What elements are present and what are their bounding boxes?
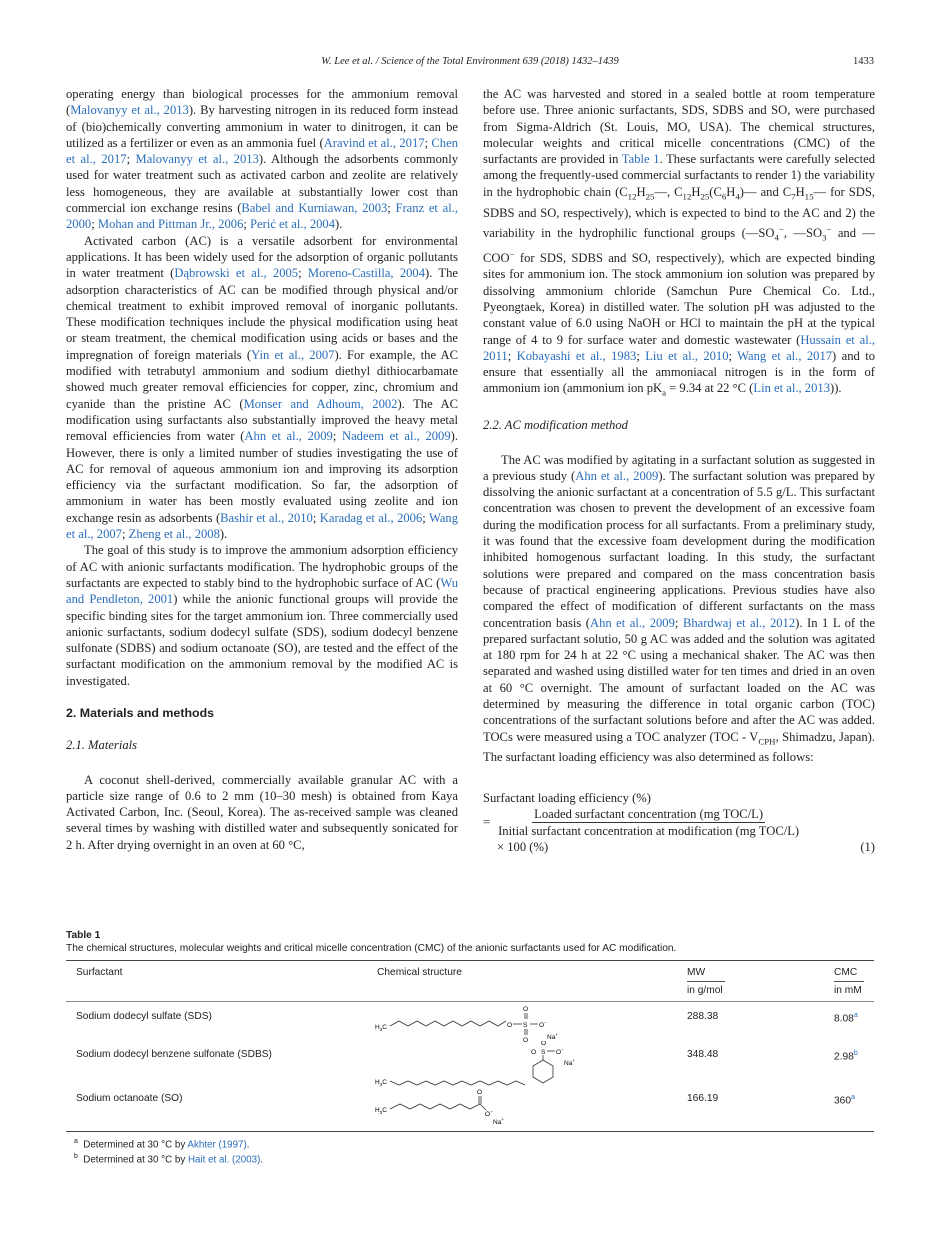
table-footnotes — [66, 1138, 874, 1166]
paragraph: A coconut shell-derived, commercially available granular AC with a particle size range of 0.6 to 2 mm (10–30 mesh) is obtained from Kaya Activated Carbon, Inc. (Seoul, Korea). The as-received sample was cleaned several times by washing with distilled water and subsequently sonicated for 2 h. After drying overnight in an oven at 60 °C, — [66, 772, 458, 852]
section-heading: 2. Materials and methods — [66, 705, 215, 720]
cmc-unit: in mM — [834, 985, 862, 996]
citation-link[interactable]: Ahn et al., 2009 — [575, 468, 659, 483]
citation-link[interactable]: Malovanyy et al., 2013 — [70, 103, 189, 118]
footnote: $^b$ Determined at 30 °C by Hait et al. (2003). — [74, 1153, 264, 1166]
citation-link[interactable]: Malovanyy et al., 2013 — [135, 152, 259, 167]
sodium-label: Na+ — [547, 1032, 558, 1041]
oxygen-label: O — [541, 1041, 547, 1047]
equation-numerator: Loaded surfactant concentration (mg TOC/L) — [534, 806, 764, 821]
mw-unit: in g/mol — [687, 985, 723, 996]
surfactant-name: Sodium octanoate (SO) — [76, 1093, 183, 1104]
citation-link[interactable]: Bhardwaj et al., 2012 — [682, 615, 796, 630]
h3c-label: $H_3C$ — [375, 1107, 387, 1115]
equation-1 — [483, 790, 875, 855]
page-number: 1433 — [853, 56, 874, 67]
mw-value: 348.48 — [687, 1049, 719, 1060]
running-head: W. Lee et al. / Science of the Total Environment 639 (2018) 1432–1439 — [321, 56, 619, 67]
citation-link[interactable]: Monser and Adhoum, 2002 — [243, 396, 398, 411]
table-link[interactable]: Table 1 — [621, 152, 660, 167]
footnote-marker[interactable]: b — [853, 1049, 858, 1057]
oxygen-anion-label: O− — [485, 1109, 493, 1118]
citation-link[interactable]: Franz et al., 2000 — [66, 201, 458, 232]
citation-link[interactable]: Zheng et al., 2008 — [128, 527, 220, 542]
footnote: $^a$ Determined at 30 °C by Akhter (1997). — [74, 1138, 250, 1151]
citation-link[interactable]: Liu et al., 2010 — [645, 348, 729, 363]
equation-number: (1) — [860, 839, 875, 854]
citation-link[interactable]: Dąbrowski et al., 2005 — [174, 266, 299, 281]
cmc-value: 8.08$^a$ — [834, 1011, 858, 1025]
citation-link[interactable]: Babel and Kurniawan, 2003 — [241, 201, 388, 216]
paragraph: The goal of this study is to improve the ammonium adsorption efficiency of AC with anionic surfactants modification. The hydrophobic groups of the surfactants are expected to stably bind to the hydrophobic surface of AC (Wu and Pendleton, 2001) while the anionic functional groups will provide the specific binding sites for the target ammonium ion. Three commercially used anionic surfactants, sodium dodecyl sulfate (SDS), sodium dodecyl benzene sulfonate (SDBS) and sodium octanoate (SO), are tested and the effect of the surfactant modification on the ammonium removal by the modified AC is investigated. — [66, 543, 458, 688]
paragraph: The AC was modified by agitating in a surfactant solution as suggested in a previous study (Ahn et al., 2009). The surfactant solution was prepared by dissolving the anionic surfactant at a concentration of 5.5 g/L. This surfactant concentration was chosen to prevent the development of an excessive foam during the modification process for all surfactants. From a preliminary study, it was found that the excessive foam development during the modification inhibited homogenous surfactant loading. In this study, the surfactant solutions were prepared and compared on the mass concentration basis because of practical engineering applications. Previous studies have also compared the effect of modification of different surfactants on the mass concentration basis (Ahn et al., 2009; Bhardwaj et al., 2012). In 1 L of the prepared surfactant solutio, 50 g AC was added and the solution was agitated at 180 rpm for 24 h at 22 °C using a mechanical shaker. The AC was then separated and washed using distilled water for ten times and dried in an oven at 60 °C overnight. The amount of surfactant loaded on the AC was determined by measuring the difference in total organic carbon (TOC) concentrations of the surfactant solutions before and after the AC was added. TOCs were measured using a TOC analyzer ($TOC - V_{CPH}$, Shimadzu, Japan). The surfactant loading efficiency was also determined as follows: — [483, 452, 876, 765]
citation-link[interactable]: Mohan and Pittman Jr., 2006 — [97, 217, 244, 232]
subsection-heading: 2.1. Materials — [66, 738, 138, 753]
citation-link[interactable]: Ahn et al., 2009 — [589, 615, 675, 630]
citation-link[interactable]: Yin et al., 2007 — [251, 347, 335, 362]
col-header-mw: MW — [687, 967, 706, 978]
col-header-cmc: CMC — [834, 967, 858, 978]
footnote-marker[interactable]: a — [853, 1011, 858, 1019]
h3c-label: $H_3C$ — [375, 1079, 387, 1087]
oxygen-label: O — [523, 1037, 529, 1043]
cmc-value: 2.98$^b$ — [834, 1049, 858, 1063]
right-column — [483, 86, 875, 855]
so-structure — [372, 1085, 572, 1125]
paragraph: operating energy than biological processes for the ammonium removal (Malovanyy et al., 2013). By harvesting nitrogen in its reduced form instead of (bio)chemically converting ammonium in water to dinitrogen, it can be utilized as a fertilizer or even as an ammonia fuel (Aravind et al., 2017; Chen et al., 2017; Malovanyy et al., 2013). Although the adsorbents commonly used for water treatment such as activated carbon and zeolite are relatively less homogeneous, they are available at substantially lower cost than commercial ion exchange resins (Babel and Kurniawan, 2003; Franz et al., 2000; Mohan and Pittman Jr., 2006; Perić et al., 2004). — [66, 87, 459, 232]
citation-link[interactable]: Aravind et al., 2017 — [323, 135, 425, 150]
col-header-structure: Chemical structure — [377, 967, 462, 978]
citation-link[interactable]: Wang et al., 2017 — [737, 348, 833, 363]
citation-link[interactable]: Chen et al., 2017 — [66, 135, 458, 167]
c-o-bond — [480, 1104, 486, 1110]
oxygen-anion-label: O− — [556, 1047, 564, 1056]
header-rule — [66, 1001, 874, 1002]
h3c-label: $H_3C$ — [375, 1024, 387, 1032]
left-column — [66, 86, 458, 853]
sds-structure — [372, 1003, 592, 1043]
table-label: Table 1 — [66, 930, 101, 941]
oxygen-anion-label: O− — [539, 1020, 547, 1029]
citation-link[interactable]: Moreno-Castilla, 2004 — [307, 266, 426, 281]
sodium-label: Na+ — [493, 1117, 504, 1125]
citation-link[interactable]: Hussain et al., 2011 — [483, 332, 875, 363]
citation-link[interactable]: Hait et al. (2003) — [187, 1154, 261, 1166]
sulfur-label: S — [523, 1022, 528, 1029]
citation-link[interactable]: Kobayashi et al., 1983 — [516, 348, 637, 363]
surfactant-name: Sodium dodecyl sulfate (SDS) — [76, 1011, 212, 1022]
citation-link[interactable]: Bashir et al., 2010 — [220, 510, 313, 525]
equation-tail: × 100 (%) — [497, 839, 549, 854]
oxygen-label: O — [507, 1022, 513, 1029]
cmc-value: 360$^a$ — [834, 1093, 855, 1107]
surfactant-name: Sodium dodecyl benzene sulfonate (SDBS) — [76, 1049, 272, 1060]
citation-link[interactable]: Wang et al., 2007 — [66, 510, 458, 542]
citation-link[interactable]: Akhter (1997) — [187, 1139, 247, 1151]
citation-link[interactable]: Nadeem et al., 2009 — [342, 429, 451, 444]
oxygen-label: O — [477, 1089, 483, 1096]
equation-denominator: Initial surfactant concentration at modification (mg TOC/L) — [498, 823, 800, 838]
mw-value: 288.38 — [687, 1011, 719, 1022]
oxygen-label: O — [531, 1049, 537, 1056]
table-1 — [66, 930, 874, 1166]
citation-link[interactable]: Wu and Pendleton, 2001 — [66, 575, 458, 607]
table-grid — [66, 960, 874, 1132]
col-header-surfactant: Surfactant — [76, 967, 123, 978]
paragraph: the AC was harvested and stored in a sealed bottle at room temperature before use. Three anionic surfactants, SDS, SDBS and SO, were purchased from Sigma-Aldrich (St. Louis, MO, USA). The chemical structures, molecular weights and critical micelle concentrations (CMC) of the surfactants are provided in Table 1. These surfactants were carefully selected among the frequently-used commercial surfactants to render 1) the variability in the hydrophobic chain ($C_{12}H_{25}—$, $C_{12}H_{25}(C_6H_4)—$ and $C_7H_{15}—$ for SDS, SDBS and SO, respectively), which is expected to bind to the AC and 2) the variability in the hydrophilic functional groups ($—SO_4^-$, $—SO_3^-$ and —COO− for SDS, SDBS and SO, respectively), which are expected binding sites for ammonium ion. The stock ammonium ion solution was prepared by dissolving ammonium chloride (Samchun Pure Chemical Co. Ltd., Pyeongtaek, Korea) in distilled water. The solution pH was adjusted to the constant value of 6.0 using NaOH or HCl to maintain the pH at the typical range of 4 to 9 for surface water and domestic wastewater (Hussain et al., 2011; Kobayashi et al., 1983; Liu et al., 2010; Wang et al., 2017) and to ensure that essentially all the ammoniacal nitrogen is in the form of ammonium ion (ammonium ion $pK_a = 9.34$ at 22 °C (Lin et al., 2013)). — [483, 87, 875, 398]
benzene-ring — [533, 1060, 553, 1083]
running-header — [66, 56, 874, 72]
footnote-marker[interactable]: a — [851, 1093, 855, 1101]
sodium-label: Na+ — [564, 1058, 575, 1067]
equation-fraction — [498, 806, 799, 839]
citation-link[interactable]: Karadag et al., 2006 — [319, 510, 423, 525]
oxygen-label: O — [523, 1006, 529, 1013]
citation-link[interactable]: Ahn et al., 2009 — [244, 429, 333, 444]
alkyl-chain — [390, 1104, 480, 1109]
equation-equals: = — [483, 815, 491, 830]
subsection-heading: 2.2. AC modification method — [483, 418, 628, 433]
mw-value: 166.19 — [687, 1093, 719, 1104]
citation-link[interactable]: Perić et al., 2004 — [250, 217, 336, 232]
equation-lhs: Surfactant loading efficiency (%) — [483, 790, 651, 805]
table-caption: The chemical structures, molecular weights and critical micelle concentration (CMC) of the anionic surfactants used for AC modification. — [66, 943, 677, 954]
sulfur-label: S — [541, 1049, 546, 1056]
mw-underline — [687, 981, 725, 982]
citation-link[interactable]: Lin et al., 2013 — [753, 381, 830, 396]
alkyl-chain — [390, 1021, 506, 1026]
cmc-underline — [834, 981, 864, 982]
paragraph: Activated carbon (AC) is a versatile adsorbent for environmental applications. It has been widely used for the adsorption of organic pollutants in water treatment (Dąbrowski et al., 2005; Moreno-Castilla, 2004). The adsorption characteristics of AC can be modified through physical and/or chemical treatment to exhibit improved removal of inorganic pollutants. These modification techniques include the physical modification using heat or steam treatment, the chemical modification using acids or bases and the impregnation of foreign materials (Yin et al., 2007). For example, the AC modified with tetrabutyl ammonium and sodium diethyl dithiocarbamate showed much greater removal efficiencies for copper, zinc, chromium and cyanide than the pristine AC (Monser and Adhoum, 2002). The AC modification using surfactants also substantially improved the heavy metal removal efficiencies from water (Ahn et al., 2009; Nadeem et al., 2009). However, there is only a limited number of studies investigating the use of AC for removal of aqueous ammonium ion and improving its adsorption efficiency via the surfactant modification. So far, the adsorption of ammonium in water has been mostly evaluated using zeolite and ion exchange resin as adsorbents (Bashir et al., 2010; Karadag et al., 2006; Wang et al., 2007; Zheng et al., 2008). — [66, 233, 459, 542]
